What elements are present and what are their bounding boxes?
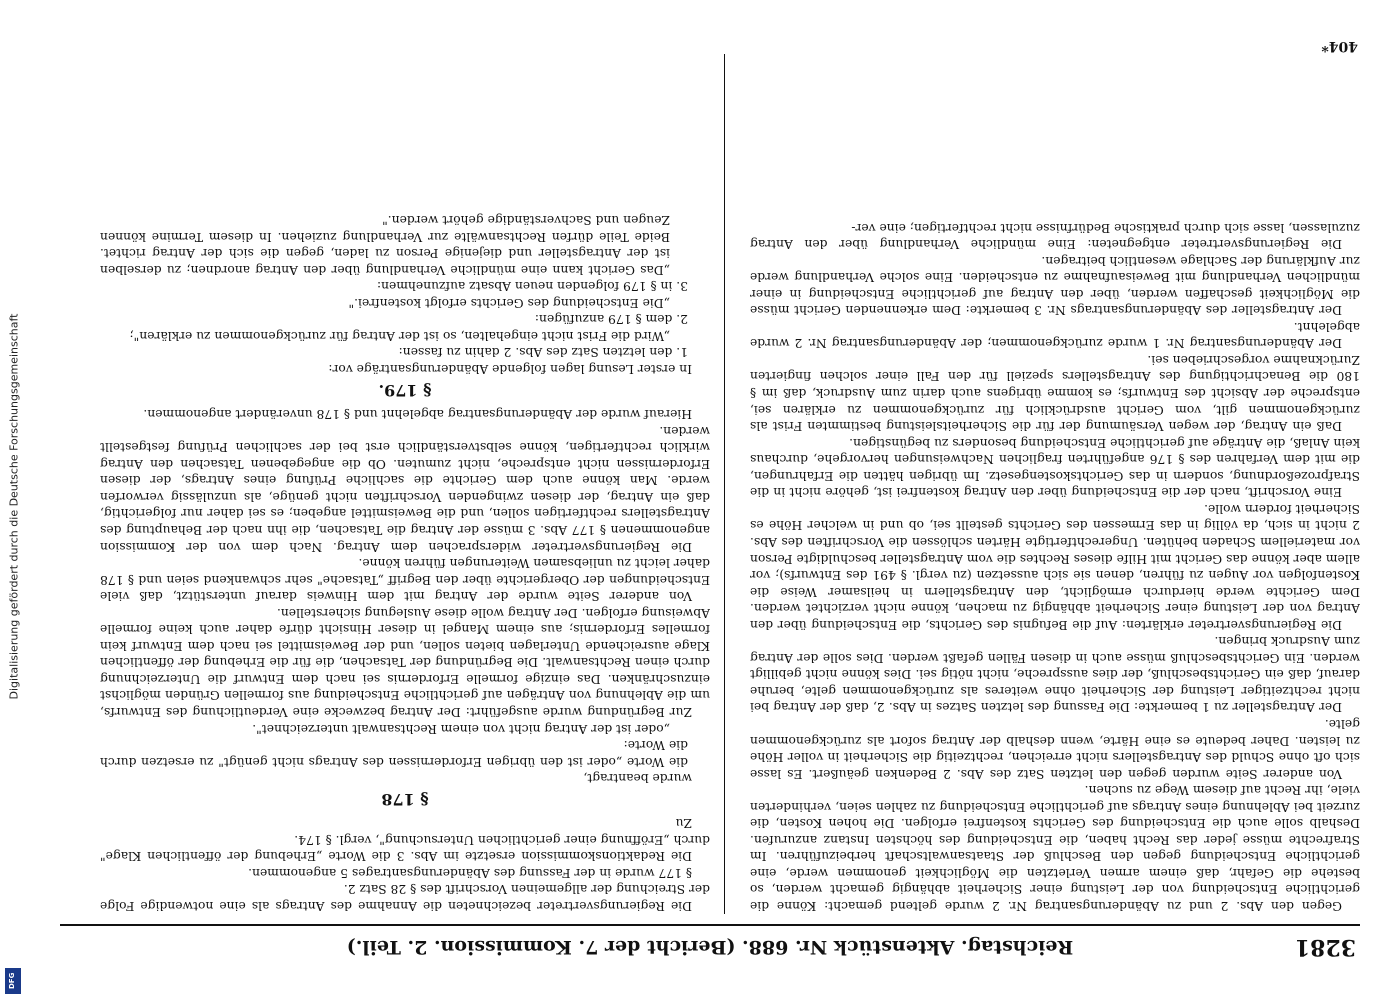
paragraph: Die Regierungsvertreter erklärten: Auf die Befugnis des Gerichts, die Entscheidung über den Antrag von der Leistung einer Sicherheit abhängig zu machen, könne nicht verzichtet werden. Dem Gerichte werde hierdurch ermöglicht, den Antragstellern in heilsamer Weise die Kostenfolgen vor Augen zu führen, denen sie sich aussetzen (zu vergl. § 491 des Entwurfs); vor allem aber könne das Gericht mit Hilfe dieses Rechtes die vom Antragsteller beschuldigte Person vor materiellem Schaden behüten. Ungerechtfertigte Härten schlössen die Vorschriften des Abs. 2 nicht in sich, da völlig in das Ermessen des Gerichts gestellt sei, ob und in welcher Höhe es Sicherheit fordern wolle. <box>750 501 1360 632</box>
paragraph: Der Abänderungsantrag Nr. 1 wurde zurückgenommen; der Abänderungsantrag Nr. 2 wurde abgelehnt. <box>750 319 1360 351</box>
list-item: 2. dem § 179 anzufügen: <box>534 312 688 327</box>
paragraph: Zur Begründung wurde ausgeführt: Der Antrag bezwecke eine Verdeutlichung des Entwurfs, um die Ablehnung von Anträgen auf gerichtliche Entscheidung aus formellen Gründen möglichst einzuschränken. Das einzige formelle Erfordernis sei nach dem Entwurf die Unterzeichnung durch einen Rechtsanwalt. Die Begründung der Tatsachen, die für die Erhebung der öffentlichen Klage ausreichende Unterlagen bieten sollen, und der Beweismittel sei nach dem Entwurf kein formelles Erfordernis; aus einem Mangel in dieser Hinsicht dürfe daher auch keine formelle Abweisung erfolgen. Der Antrag wolle diese Auslegung sicherstellen. <box>100 605 710 719</box>
paragraph: Eine Vorschrift, nach der die Entscheidung über den Antrag kostenfrei ist, gehöre nicht in die Strafprozeßordnung, sondern in das Gerichtskostengesetz. Im übrigen hätten die Erfahrungen, die mit dem Verfahren des § 176 angeführten fraglichen Nachweisungen hervorgehe, durchaus kein Anlaß, die Anträge auf gerichtliche Entscheidung besonders zu begünstigen. <box>750 435 1360 500</box>
printer-signature: 404* <box>1321 38 1358 54</box>
list-item: 3. in § 179 folgenden neuen Absatz aufzunehmen: <box>376 279 688 294</box>
paragraph: Gegen den Abs. 2 und zu Abänderungsantrag Nr. 2 wurde geltend gemacht: Könne die gerichtliche Entscheidung von der Leistung einer Sicherheit abhängig gemacht werden, so bestehe die Gefahr, daß einem armen Verletzten die Möglichkeit genommen werde, eine gerichtliche Entscheidung gegen den Beschluß der Staatsanwaltschaft herbeizuführen. Im Strafrechte müsse jeder das Recht haben, die Entscheidung des höchsten Instanz anzurufen. Deshalb solle auch die Entscheidung des Gerichts kostenfrei erfolgen. Die hohen Kosten, die zurzeit bei Ablehnung eines Antrags auf gerichtliche Entscheidung zu zahlen seien, verhinderten viele, ihr Recht auf diesem Wege zu suchen. <box>750 783 1360 913</box>
paragraph: § 177 wurde in der Fassung des Abänderungsantrages 5 angenommen. <box>248 865 692 880</box>
section-heading: § 179. <box>378 380 432 400</box>
text-column-left <box>750 54 1360 914</box>
section-heading: § 178 <box>381 789 429 809</box>
paragraph: Von anderer Seite wurden gegen den letzten Satz des Abs. 2 Bedenken geäußert. Es lasse sich oft ohne Schuld des Antragstellers nicht erreichen, rechtzeitig die Sicherheit in voller Höhe zu leisten. Daher bedeute es eine Härte, wenn deshalb der Antrag sofort als zurückgenommen gelte. <box>750 716 1360 781</box>
running-title: Reichstag. Aktenstück Nr. 688. (Bericht der 7. Kommission. 2. Teil.) <box>346 936 1074 958</box>
digitization-credit <box>2 0 24 1000</box>
column-divider <box>724 54 725 914</box>
quoted-text: „Wird die Frist nicht eingehalten, so ist der Antrag für zurückgenommen zu erklären"; <box>129 328 670 343</box>
paragraph: Hierauf wurde der Abänderungsantrag abgelehnt und § 178 unverändert angenommen. <box>143 407 692 422</box>
credit-text: Digitalisierung gefördert durch die Deutsche Forschungsgemeinschaft <box>7 313 21 700</box>
quoted-text: „Das Gericht kann eine mündliche Verhandlung über den Antrag anordnen; zu derselben ist der Antragsteller und diejenige Person zu laden, gegen die sich der Antrag richtet. Beide Teile dürfen Rechtsanwälte zur Verhandlung zuziehen. In diesem Termine können Zeugen und Sachverständige gehört werden." <box>100 213 670 277</box>
paragraph: Der Antragsteller zu 1 bemerkte: Die Fassung des letzten Satzes in Abs. 2, daß der Antrag bei nicht rechtzeitiger Leistung der Sicherheit ohne weiteres als zurückgenommen gelte, beruhe darauf, daß ein Gerichtsbeschluß, der dies ausspreche, nicht nötig sei. Dies könne nicht gebilligt werden. Ein Gerichtsbeschluß müsse auch in diesen Fällen gefaßt werden. Dies solle der Antrag zum Ausdruck bringen. <box>750 634 1360 715</box>
paragraph: Die Regierungsvertreter widersprachen dem Antrag. Nach dem von der Kommission angenommenen § 177 Abs. 3 müsse der Antrag die Tatsachen, die ihn nach der Behauptung des Antragstellers rechtfertigen sollen, und die Beweismittel angeben; es sei daher nur folgerichtig, daß ein Antrag, der diesen zwingenden Vorschriften nicht genüge, als unzulässig verworfen werde. Man könne auch dem Gerichte die sachliche Prüfung eines Antrags, der diesen Erfordernissen nicht entspreche, nicht zumuten. Ob die angegebenen Tatsachen den Antrag wirklich rechtfertigen, könne selbstverständlich erst bei der sachlichen Prüfung festgestellt werden. <box>100 423 710 554</box>
quoted-text: „Die Entscheidung des Gerichts erfolgt kostenfrei." <box>348 295 670 310</box>
paragraph: In erster Lesung lagen folgende Abänderungsanträge vor: <box>328 362 692 377</box>
paragraph: Daß ein Antrag, der wegen Versäumung der für die Sicherheitsleistung bestimmten Frist als zurückgenommen gilt, vom Gericht ausdrücklich für zurückgenommen zu erklären sei, entspreche der Absicht des Entwurfs; es komme übrigens auch darin zum Ausdruck, daß im § 180 die Benachrichtigung des Antragstellers speziell für den Fall einer solchen fingierten Zurücknahme vorgeschrieben sei. <box>750 352 1360 434</box>
paragraph: die Worte „oder ist den übrigen Erfordernissen des Antrags nicht genügt" zu ersetzen durch die Worte: <box>100 738 688 769</box>
paragraph: Von anderer Seite wurde der Antrag mit dem Hinweis darauf unterstützt, daß viele Entscheidungen der Obergerichte über den Begriff „Tatsache" sehr schwankend seien und § 178 daher leicht zu unliebsamen Weiterungen führen könne. <box>100 556 710 604</box>
dfg-logo <box>5 968 21 994</box>
paragraph: Die Redaktionskommission ersetzte im Abs. 3 die Worte „Erhebung der öffentlichen Klage" durch „Eröffnung einer gerichtlichen Untersuchung", vergl. § 174. <box>100 832 710 864</box>
text-column-right <box>100 54 710 914</box>
quoted-text: „oder ist der Antrag nicht von einem Rechtsanwalt unterzeichnet". <box>252 721 670 736</box>
list-item: 1. den letzten Satz des Abs. 2 dahin zu fassen: <box>398 345 688 360</box>
dfg-logo-text: DFG <box>8 972 16 989</box>
paragraph: Der Antragsteller des Abänderungsantrags Nr. 3 bemerkte: Dem erkennenden Gericht müsse die Möglichkeit geschaffen werden, über den Antrag auf gerichtliche Entscheidung in einer mündlichen Verhandlung mit Beweisaufnahme zu entscheiden. Eine solche Verhandlung werde zur Aufklärung der Sachlage wesentlich beitragen. <box>750 253 1360 318</box>
paragraph: Zu <box>675 816 692 831</box>
paragraph: Die Regierungsvertreter bezeichneten die Annahme des Antrags als eine notwendige Folge der Streichung der allgemeinen Vorschrift des § 28 Satz 2. <box>100 882 710 913</box>
document-page <box>60 36 1360 966</box>
paragraph: wurde beantragt, <box>583 771 692 786</box>
paragraph: Die Regierungsvertreter entgegneten: Eine mündliche Verhandlung über den Antrag zuzulassen, lasse sich durch praktische Bedürfnisse nicht rechtfertigen; eine ver- <box>750 220 1360 252</box>
page-number: 3281 <box>1294 934 1356 960</box>
page-header <box>60 924 1360 966</box>
